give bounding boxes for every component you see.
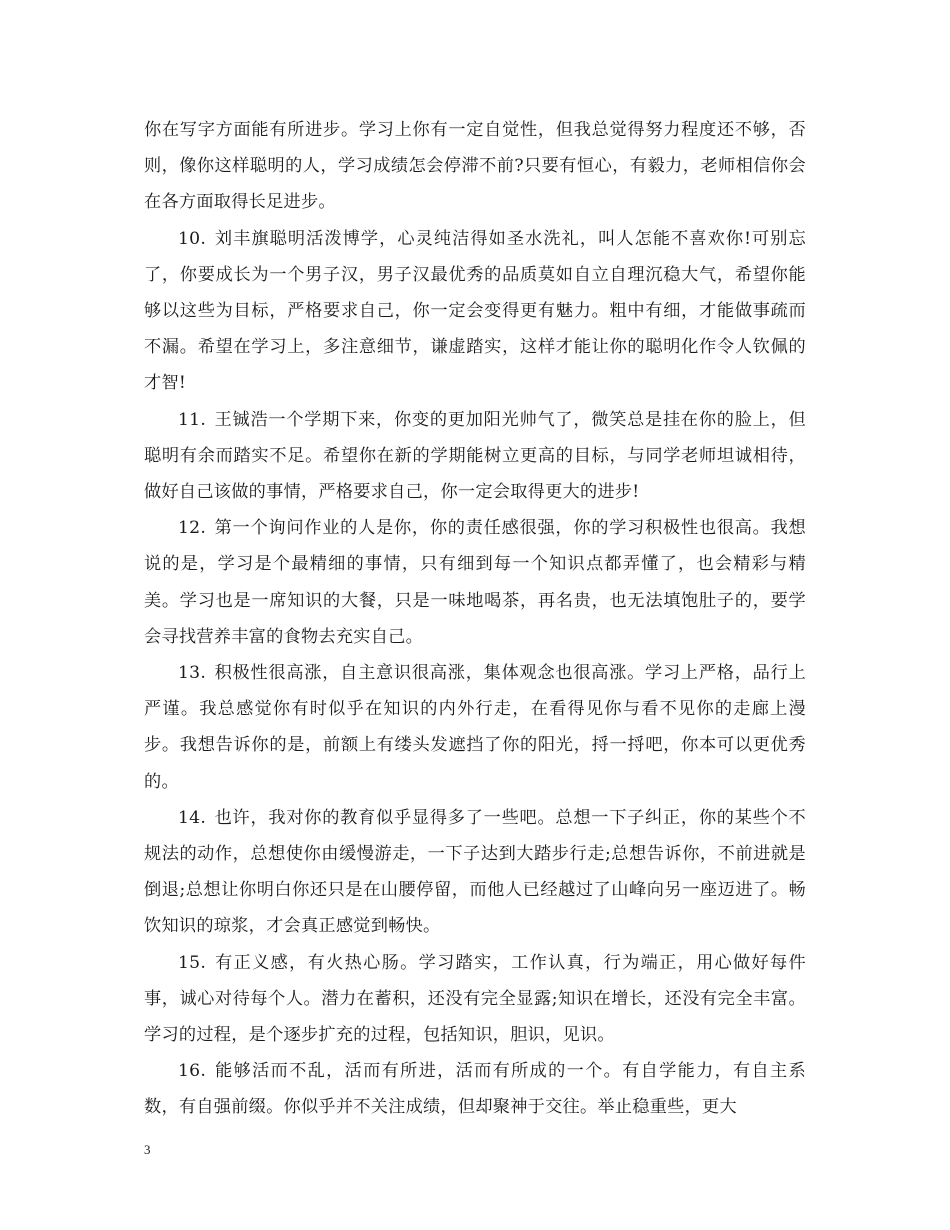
paragraph-text: 有正义感，有火热心肠。学习踏实，工作认真，行为端正，用心做好每件事，诚心对待每个人。潜力在蓄积，还没有完全显露;知识在增长，还没有完全丰富。学习的过程，是个逐步扩充的过程，包括知识，胆识，见识。 xyxy=(144,952,806,1046)
paragraph-number: 16. xyxy=(178,1061,207,1082)
paragraph-number: 14. xyxy=(178,807,207,828)
paragraph-text: 第一个询问作业的人是你，你的责任感很强，你的学习积极性也很高。我想说的是，学习是个最精细的事情，只有细到每一个知识点都弄懂了，也会精彩与精美。学习也是一席知识的大餐，只是一味地喝茶，再名贵，也无法填饱肚子的，要学会寻找营养丰富的食物去充实自己。 xyxy=(144,518,806,647)
paragraph-item-10 xyxy=(144,221,806,402)
paragraph-text: 积极性很高涨，自主意识很高涨，集体观念也很高涨。学习上严格，品行上严谨。我总感觉你有时似乎在知识的内外行走，在看得见你与看不见你的走廊上漫步。我想告诉你的是，前额上有缕头发遮挡了你的阳光，捋一捋吧，你本可以更优秀的。 xyxy=(144,663,806,792)
paragraph-number: 11. xyxy=(178,409,207,430)
paragraph-number: 13. xyxy=(178,663,207,684)
paragraph-text: 刘丰旗聪明活泼博学，心灵纯洁得如圣水洗礼，叫人怎能不喜欢你!可别忘了，你要成长为一个男子汉，男子汉最优秀的品质莫如自立自理沉稳大气，希望你能够以这些为目标，严格要求自己，你一定会变得更有魅力。粗中有细，才能做事疏而不漏。希望在学习上，多注意细节，谦虚踏实，这样才能让你的聪明化作令人钦佩的才智! xyxy=(144,228,806,394)
paragraph-item-14 xyxy=(144,800,806,945)
paragraph-item-11 xyxy=(144,402,806,511)
paragraph-text: 能够活而不乱，活而有所进，活而有所成的一个。有自学能力，有自主系数，有自强前缀。你似乎并不关注成绩，但却聚神于交往。举止稳重些，更大 xyxy=(144,1061,806,1118)
page-number: 3 xyxy=(144,1142,151,1157)
paragraph-continuation xyxy=(144,112,806,221)
paragraph-item-16 xyxy=(144,1053,806,1125)
paragraph-number: 15. xyxy=(178,952,207,973)
paragraph-text: 也许，我对你的教育似乎显得多了一些吧。总想一下子纠正，你的某些个不规法的动作，总想使你由缓慢游走，一下子达到大踏步行走;总想告诉你，不前进就是倒退;总想让你明白你还只是在山腰停留，而他人已经越过了山峰向另一座迈进了。畅饮知识的琼浆，才会真正感觉到畅快。 xyxy=(144,807,806,937)
paragraph-text: 你在写字方面能有所进步。学习上你有一定自觉性，但我总觉得努力程度还不够，否则，像你这样聪明的人，学习成绩怎会停滞不前?只要有恒心，有毅力，老师相信你会在各方面取得长足进步。 xyxy=(144,120,806,213)
paragraph-number: 12. xyxy=(178,518,207,539)
paragraph-text: 王铖浩一个学期下来，你变的更加阳光帅气了，微笑总是挂在你的脸上，但聪明有余而踏实不足。希望你在新的学期能树立更高的目标，与同学老师坦诚相待，做好自己该做的事情，严格要求自己，你一定会取得更大的进步! xyxy=(144,409,806,503)
paragraph-item-15 xyxy=(144,945,806,1054)
paragraph-number: 10. xyxy=(178,228,207,249)
paragraph-item-12 xyxy=(144,510,806,655)
document-body xyxy=(144,112,806,1126)
paragraph-item-13 xyxy=(144,655,806,800)
